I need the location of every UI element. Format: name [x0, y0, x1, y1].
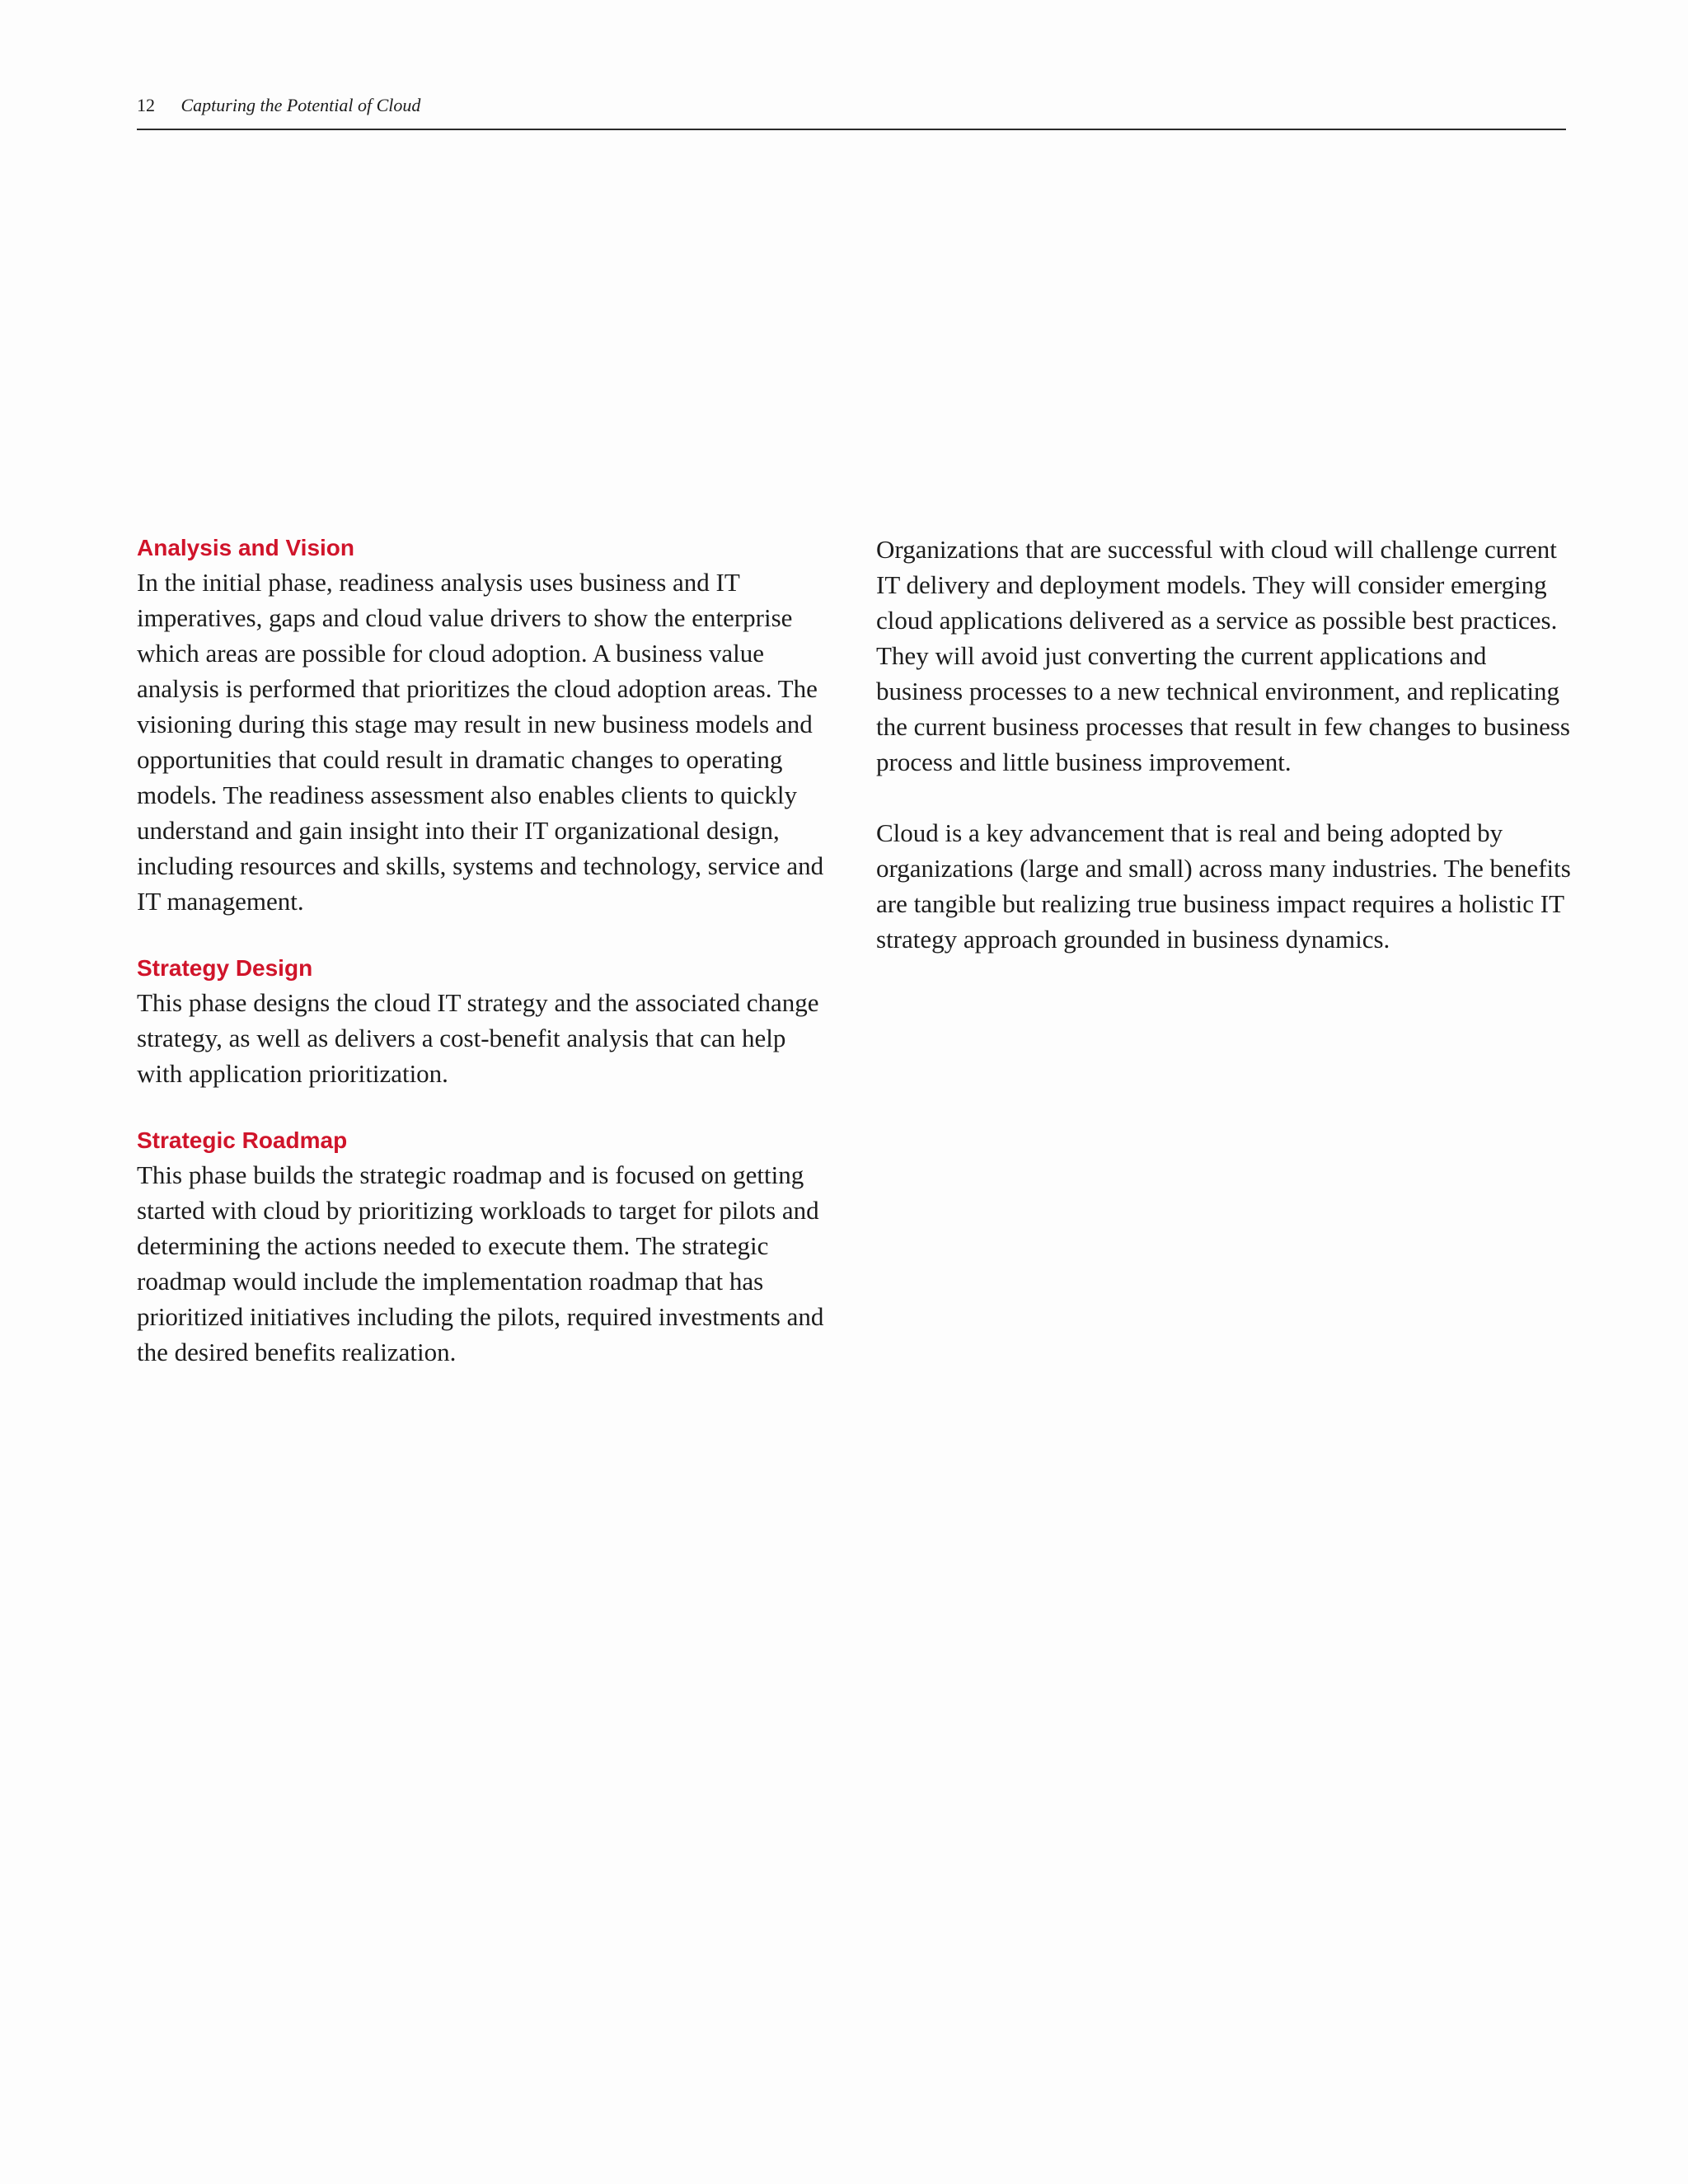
section-strategy-design — [137, 952, 837, 1091]
section-heading: Strategic Roadmap — [137, 1127, 348, 1153]
section-strategic-roadmap — [137, 1124, 837, 1370]
section-heading: Analysis and Vision — [137, 535, 355, 560]
section-body: In the initial phase, readiness analysis uses business and IT imperatives, gaps and cloud value drivers to show the enterprise which areas are possible for cloud adoption. A business value analysis is performed that prioritizes the cloud adoption areas. The visioning during this stage may result in new business models and opportunities that could result in dramatic changes to operating models. The readiness assessment also enables clients to quickly understand and gain insight into their IT organizational design, including resources and skills, systems and technology, service and IT management. — [137, 568, 824, 916]
running-title: Capturing the Potential of Cloud — [181, 95, 421, 115]
running-header — [137, 92, 1566, 130]
section-analysis-and-vision — [137, 532, 837, 919]
section-body: This phase designs the cloud IT strategy and the associated change strategy, as well as delivers a cost-benefit analysis that can help with application prioritization. — [137, 988, 819, 1088]
page-number: 12 — [137, 95, 155, 115]
paragraph-cloud-advancement: Cloud is a key advancement that is real and being adopted by organizations (large and small) across many industries. The benefits are tangible but realizing true business impact requires a holistic IT strategy approach grounded in business dynamics. — [876, 818, 1571, 954]
section-heading: Strategy Design — [137, 955, 313, 981]
left-column — [137, 532, 837, 1403]
right-column — [876, 532, 1577, 992]
paragraph-cloud-success: Organizations that are successful with cloud will challenge current IT delivery and deployment models. They will consider emerging cloud applications delivered as a service as possible best practices. They will avoid just converting the current applications and business processes to a new technical environment, and replicating the current business processes that result in few changes to business process and little business improvement. — [876, 535, 1570, 776]
section-body: This phase builds the strategic roadmap and is focused on getting started with cloud by prioritizing workloads to target for pilots and determining the actions needed to execute them. The strategic roadmap would include the implementation roadmap that has prioritized initiatives including the pilots, required investments and the desired benefits realization. — [137, 1160, 824, 1366]
